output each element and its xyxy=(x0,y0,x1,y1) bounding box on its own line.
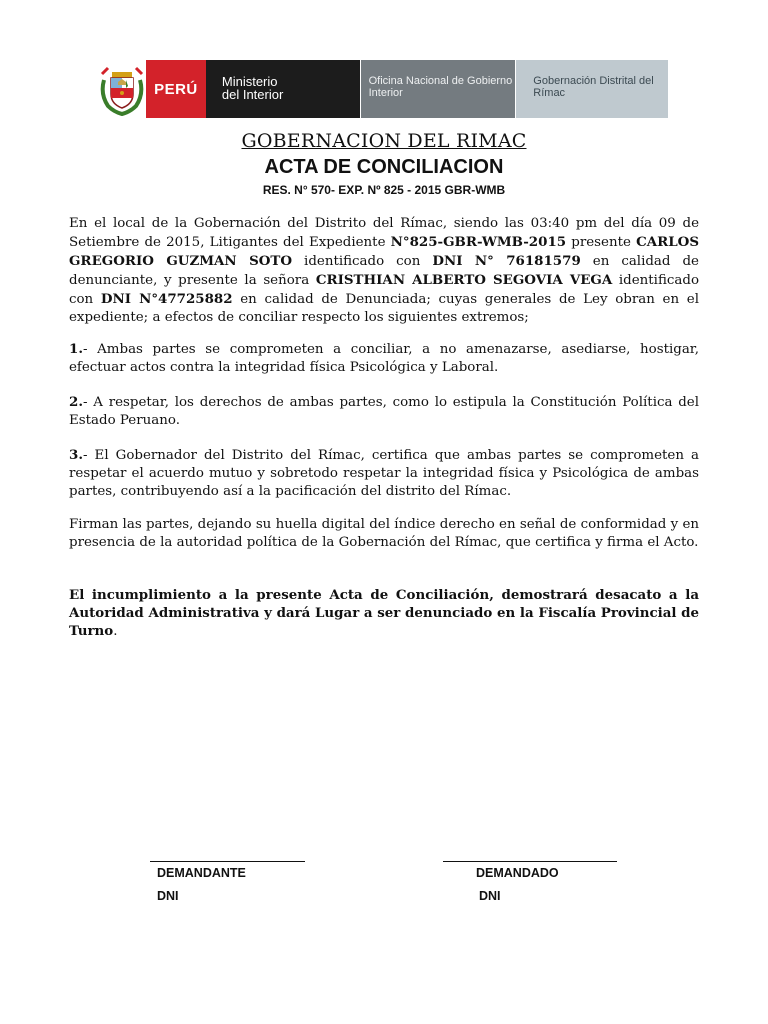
intro-paragraph xyxy=(69,215,699,327)
district-governance-label: Gobernación Distrital del Rímac xyxy=(516,60,668,118)
plaintiff-label: DEMANDANTE xyxy=(157,866,246,880)
resolution-reference: RES. N° 570- EXP. Nº 825 - 2015 GBR-WMB xyxy=(262,183,506,197)
defendant-name: CRISTHIAN ALBERTO SEGOVIA VEGA xyxy=(315,272,613,288)
document-title: GOBERNACION DEL RIMAC xyxy=(241,130,527,152)
intro-text: En el local de la Gobernación del Distrito del Rímac, siendo las 03:40 pm del día 09 de Setiembre de 2015, Litigantes del Expediente xyxy=(69,216,699,250)
clause-3 xyxy=(69,446,699,501)
warning-period: . xyxy=(113,624,118,639)
peru-label: PERÚ xyxy=(146,60,206,118)
intro-text: identificado con xyxy=(69,273,700,307)
onagi-label: Oficina Nacional de Gobierno Interior xyxy=(361,60,516,118)
clause-text: - Ambas partes se comprometen a conciliar, a no amenazarse, asediarse, hostigar, efectuar actos contra la integridad física Psicológica y Laboral. xyxy=(69,342,699,375)
intro-text: en calidad de denunciante, y presente la señora xyxy=(69,254,699,288)
defendant-dni-label: DNI xyxy=(479,889,501,903)
plaintiff-dni: DNI N° 76181579 xyxy=(432,253,581,269)
clause-number: 2. xyxy=(69,394,83,410)
document-subtitle: ACTA DE CONCILIACION xyxy=(264,156,504,178)
warning-text: El incumplimiento a la presente Acta de Conciliación, demostrará desacato a la Autoridad Administrativa y dará Lugar a ser denunciado en la Fiscalía Provincial de Turno xyxy=(69,587,700,639)
plaintiff-dni-label: DNI xyxy=(157,889,179,903)
defendant-label: DEMANDADO xyxy=(476,866,559,880)
closing-paragraph: Firman las partes, dejando su huella digital del índice derecho en señal de conformidad y en presencia de la autoridad política de la Gobernación del Rímac, que certifica y firma el Acto. xyxy=(69,517,699,550)
plaintiff-name: CARLOS GREGORIO GUZMAN SOTO xyxy=(69,234,699,269)
intro-text: en calidad de Denunciada; cuyas generales de Ley obran en el expediente; a efectos de conciliar respecto los siguientes extremos; xyxy=(69,292,699,325)
clause-text: - El Gobernador del Distrito del Rímac, certifica que ambas partes se comprometen a respetar el acuerdo mutuo y sobretodo respetar la integridad física y Psicológica de ambas partes, contribuyendo así a la pacificación del distrito del Rímac. xyxy=(69,448,699,499)
plaintiff-signature-line xyxy=(150,861,305,862)
intro-text: identificado con xyxy=(292,254,433,269)
warning-paragraph xyxy=(69,586,699,641)
case-number: N°825-GBR-WMB-2015 xyxy=(390,234,567,250)
header-banner xyxy=(98,60,668,118)
clause-2 xyxy=(69,393,699,430)
clause-number: 3. xyxy=(69,447,83,463)
defendant-dni: DNI N°47725882 xyxy=(100,291,233,307)
coat-of-arms-icon xyxy=(98,60,146,118)
ministry-label: Ministerio del Interior xyxy=(206,60,360,118)
intro-text: presente xyxy=(566,235,637,250)
clause-1 xyxy=(69,340,699,377)
clause-text: - A respetar, los derechos de ambas partes, como lo estipula la Constitución Política del Estado Peruano. xyxy=(69,395,699,428)
defendant-signature-line xyxy=(443,861,617,862)
clause-number: 1. xyxy=(69,341,83,357)
